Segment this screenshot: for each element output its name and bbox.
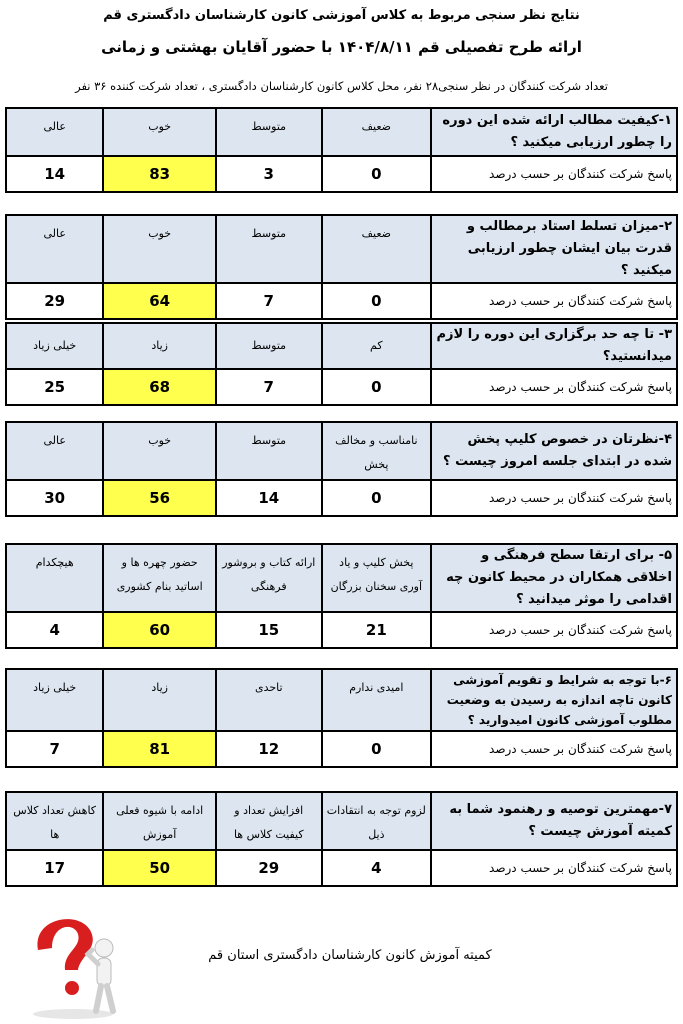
result-value: 21 <box>322 612 432 648</box>
option-label: ضعیف <box>322 108 432 156</box>
question-text: ۵- برای ارتقا سطح فرهنگی و اخلاقی همکاران در محیط کانون چه اقدامی را موثر میدانید ؟ <box>431 544 677 612</box>
result-value: 0 <box>322 369 432 405</box>
option-label: پخش کلیپ و یاد آوری سخنان بزرگان <box>322 544 432 612</box>
option-label: متوسط <box>216 108 322 156</box>
option-label: عالی <box>6 422 103 480</box>
page-subtitle: ارائه طرح تفصیلی قم ۱۴۰۴/۸/۱۱ با حضور آقایان بهشتی و زمانی <box>101 38 582 56</box>
result-value: 3 <box>216 156 322 192</box>
result-value: 7 <box>216 369 322 405</box>
result-value: 0 <box>322 283 432 319</box>
question-table-5 <box>5 543 678 649</box>
result-value: 12 <box>216 731 322 767</box>
result-value: 29 <box>216 850 322 886</box>
result-value: 7 <box>216 283 322 319</box>
option-label: عالی <box>6 108 103 156</box>
option-label: کم <box>322 323 432 369</box>
page-title: نتایج نظر سنجی مربوط به کلاس آموزشی کانون کارشناسان دادگستری قم <box>103 8 580 23</box>
footer-committee: کمیته آموزش کانون کارشناسان دادگستری استان قم <box>208 948 492 963</box>
option-label: متوسط <box>216 422 322 480</box>
result-value: 29 <box>6 283 103 319</box>
option-label: خوب <box>103 108 216 156</box>
question-text: ۶-با توجه به شرایط و تقویم آموزشی کانون تاچه اندازه به رسیدن به وضعیت مطلوب آموزشی کانون امیدوارید ؟ <box>431 669 677 731</box>
result-label: پاسخ شرکت کنندگان بر حسب درصد <box>431 369 677 405</box>
result-value-highlighted: 56 <box>103 480 216 516</box>
question-text: ۳- تا چه حد برگزاری این دوره را لازم میدانستید؟ <box>431 323 677 369</box>
option-label: خوب <box>103 422 216 480</box>
option-label: نامناسب و مخالف پخش <box>322 422 432 480</box>
option-label: عالی <box>6 215 103 283</box>
option-label: هیچکدام <box>6 544 103 612</box>
result-value: 25 <box>6 369 103 405</box>
question-text: ۴-نظرتان در خصوص کلیپ پخش شده در ابتدای جلسه امروز چیست ؟ <box>431 422 677 480</box>
option-label: لزوم توجه به انتقادات ذیل <box>322 792 432 850</box>
option-label: خیلی زیاد <box>6 669 103 731</box>
option-label: ضعیف <box>322 215 432 283</box>
result-value: 7 <box>6 731 103 767</box>
result-label: پاسخ شرکت کنندگان بر حسب درصد <box>431 156 677 192</box>
result-value-highlighted: 60 <box>103 612 216 648</box>
question-table-2 <box>5 214 678 320</box>
result-value: 30 <box>6 480 103 516</box>
result-value-highlighted: 81 <box>103 731 216 767</box>
question-table-7 <box>5 791 678 887</box>
option-label: تاحدی <box>216 669 322 731</box>
option-label: کاهش تعداد کلاس ها <box>6 792 103 850</box>
result-value: 0 <box>322 156 432 192</box>
option-label: متوسط <box>216 323 322 369</box>
result-label: پاسخ شرکت کنندگان بر حسب درصد <box>431 731 677 767</box>
question-table-3 <box>5 322 678 406</box>
option-label: زیاد <box>103 669 216 731</box>
result-value: 0 <box>322 731 432 767</box>
question-text: ۲-میزان تسلط استاد برمطالب و قدرت بیان ایشان چطور ارزیابی میکنید ؟ <box>431 215 677 283</box>
result-value: 4 <box>6 612 103 648</box>
result-value: 4 <box>322 850 432 886</box>
option-label: حضور چهره ها و اساتید بنام کشوری <box>103 544 216 612</box>
option-label: امیدی ندارم <box>322 669 432 731</box>
result-label: پاسخ شرکت کنندگان بر حسب درصد <box>431 850 677 886</box>
result-label: پاسخ شرکت کنندگان بر حسب درصد <box>431 480 677 516</box>
result-label: پاسخ شرکت کنندگان بر حسب درصد <box>431 283 677 319</box>
result-value-highlighted: 64 <box>103 283 216 319</box>
option-label: ارائه کتاب و بروشور فرهنگی <box>216 544 322 612</box>
question-table-6 <box>5 668 678 768</box>
result-value: 15 <box>216 612 322 648</box>
option-label: خوب <box>103 215 216 283</box>
result-value: 14 <box>216 480 322 516</box>
result-value: 17 <box>6 850 103 886</box>
question-mark-person-icon <box>18 908 128 1020</box>
result-value: 0 <box>322 480 432 516</box>
question-text: ۷-مهمترین توصیه و رهنمود شما به کمیته آموزش چیست ؟ <box>431 792 677 850</box>
option-label: افزایش تعداد و کیفیت کلاس ها <box>216 792 322 850</box>
result-value-highlighted: 68 <box>103 369 216 405</box>
result-value: 14 <box>6 156 103 192</box>
option-label: زیاد <box>103 323 216 369</box>
result-value-highlighted: 50 <box>103 850 216 886</box>
question-text: ۱-کیفیت مطالب ارائه شده این دوره را چطور ارزیابی میکنید ؟ <box>431 108 677 156</box>
option-label: ادامه با شیوه فعلی آموزش <box>103 792 216 850</box>
result-value-highlighted: 83 <box>103 156 216 192</box>
option-label: خیلی زیاد <box>6 323 103 369</box>
question-table-1 <box>5 107 678 193</box>
result-label: پاسخ شرکت کنندگان بر حسب درصد <box>431 612 677 648</box>
participants-info: تعداد شرکت کنندگان در نظر سنجی۲۸ نفر، محل کلاس کانون کارشناسان دادگستری ، تعداد شرکت کننده ۳۶ نفر <box>75 79 608 93</box>
option-label: متوسط <box>216 215 322 283</box>
question-table-4 <box>5 421 678 517</box>
